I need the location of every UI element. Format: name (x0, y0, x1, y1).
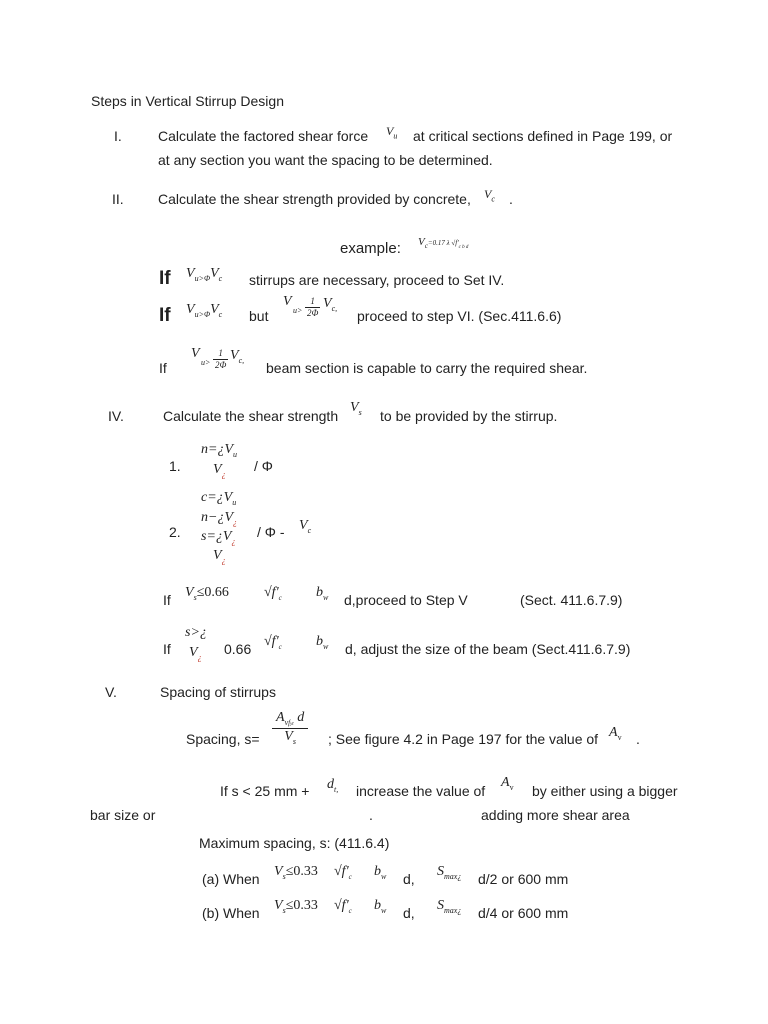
case-a-bw: $b_w$ (374, 864, 387, 881)
step-2-period: . (509, 191, 513, 207)
case-b-label: (b) When (202, 905, 260, 921)
item-1-div: / Φ (254, 458, 273, 474)
vc-symbol: $V_c$ (484, 187, 495, 204)
case-a-root: $√f'_c$ (334, 864, 352, 881)
bar-size-text: bar size or (90, 807, 156, 823)
if-3-text: beam section is capable to carry the required shear. (266, 360, 588, 376)
step-1-text-b: at critical sections defined in Page 199, or (413, 128, 673, 144)
case-a-value: d/2 or 600 mm (478, 871, 569, 887)
if-2-keyword: If (159, 305, 171, 326)
spacing-av: $A_v$ (609, 725, 622, 742)
if-2-fraction-expr: V (283, 294, 292, 309)
check-2-val: 0.66 (224, 641, 252, 657)
if-2-sub: u> (293, 306, 303, 315)
item-2-line-4: $V_¿$ (213, 548, 226, 565)
case-b-bw: $b_w$ (374, 898, 387, 915)
item-1-top: $n=¿V_u$ (201, 442, 237, 459)
vs-symbol: $V_s$ (350, 400, 362, 417)
check-1-if: If (163, 592, 171, 608)
case-b-cond: $V_s\le 0.33$ (274, 898, 318, 915)
item-2-div: / Φ - (257, 524, 285, 540)
step-2-number: II. (112, 191, 124, 207)
if-1-condition: $V_{u>\Phi}V_c$ (186, 266, 223, 283)
if-2-frac: $\frac{1}{2\Phi}$ (307, 296, 319, 318)
if-3-keyword: If (159, 360, 167, 376)
case-a-label: (a) When (202, 871, 260, 887)
check-2-bw: $b_w$ (316, 634, 329, 651)
step-4-text-b: to be provided by the stirrup. (380, 408, 558, 424)
vu-symbol: $V_u$ (386, 124, 398, 141)
if-3-fraction-expr: V (191, 346, 200, 361)
step-5-number: V. (105, 684, 117, 700)
if-3-frac: $\frac{1}{2\Phi}$ (215, 348, 227, 370)
step-1-text-c: at any section you want the spacing to be determined. (158, 152, 493, 168)
case-b-smax: $S_{max¿}$ (437, 898, 462, 915)
check-1-cond: $V_s\le 0.66$ (185, 585, 229, 602)
check-1-root: $√f'_c$ (264, 585, 282, 602)
item-1-number: 1. (169, 458, 181, 474)
check-1-text: d,proceed to Step V (344, 592, 468, 608)
check-2-bot: $V_¿$ (189, 645, 202, 662)
check-1-bw: $b_w$ (316, 585, 329, 602)
item-2-line-1: $c=¿V_u$ (201, 490, 237, 507)
spacing-note: ; See figure 4.2 in Page 197 for the value of (328, 731, 599, 747)
if-2-vc: $V_{c,}$ (323, 296, 338, 313)
if-s-av: $A_v$ (501, 775, 514, 792)
if-s-text-a: If s < 25 mm + (220, 783, 310, 799)
max-spacing-title: Maximum spacing, s: (411.6.4) (199, 835, 390, 851)
case-b-root: $√f'_c$ (334, 898, 352, 915)
dot-text: . (369, 807, 373, 823)
check-1-sect: (Sect. 411.6.7.9) (520, 592, 623, 608)
spacing-label: Spacing, s= (186, 731, 260, 747)
if-1-keyword: If (159, 268, 171, 289)
case-b-value: d/4 or 600 mm (478, 905, 569, 921)
spacing-period: . (636, 731, 640, 747)
item-2-line-2: $n-¿V_¿$ (201, 510, 237, 527)
page-title: Steps in Vertical Stirrup Design (91, 93, 284, 109)
adding-text: adding more shear area (481, 807, 630, 823)
step-1-text: Calculate the factored shear force (158, 128, 369, 144)
check-2-text: d, adjust the size of the beam (Sect.411.6.7.9) (345, 641, 631, 657)
if-2-text: proceed to step VI. (Sec.411.6.6) (357, 308, 562, 324)
if-s-text-b: increase the value of (356, 783, 486, 799)
item-1-bottom: $V_¿$ (213, 462, 226, 479)
item-2-line-3: $s=¿V_¿$ (201, 529, 236, 546)
step-1-number: I. (114, 128, 122, 144)
example-label: example: (340, 240, 401, 257)
if-1-text: stirrups are necessary, proceed to Set IV. (249, 272, 505, 288)
check-2-top: s>¿ (185, 625, 207, 640)
item-2-vc: $V_c$ (299, 518, 312, 535)
step-2-text: Calculate the shear strength provided by concrete, (158, 191, 471, 207)
step-4-number: IV. (108, 408, 124, 424)
spacing-fraction: $\frac{A_{vfyt} d}{V_s}$ (272, 710, 308, 746)
if-2-but: but (249, 308, 269, 324)
case-a-cond: $V_s\le 0.33$ (274, 864, 318, 881)
example-formula: $V_c=0.17$ λ $√f'_{c b d}$ (418, 236, 469, 251)
case-a-d: d, (403, 871, 415, 887)
case-b-d: d, (403, 905, 415, 921)
step-5-title: Spacing of stirrups (160, 684, 276, 700)
if-2-condition: $V_{u>\Phi}V_c$ (186, 302, 223, 319)
if-3-vc: $V_{c,}$ (230, 348, 245, 365)
item-2-number: 2. (169, 524, 181, 540)
check-2-if: If (163, 641, 171, 657)
step-4-text-a: Calculate the shear strength (163, 408, 339, 424)
if-s-dt: $d_{t,}$ (327, 777, 339, 794)
check-2-root: $√f'_c$ (264, 634, 282, 651)
if-3-sub: u> (201, 358, 211, 367)
if-s-text-c: by either using a bigger (532, 783, 678, 799)
case-a-smax: $S_{max¿}$ (437, 864, 462, 881)
